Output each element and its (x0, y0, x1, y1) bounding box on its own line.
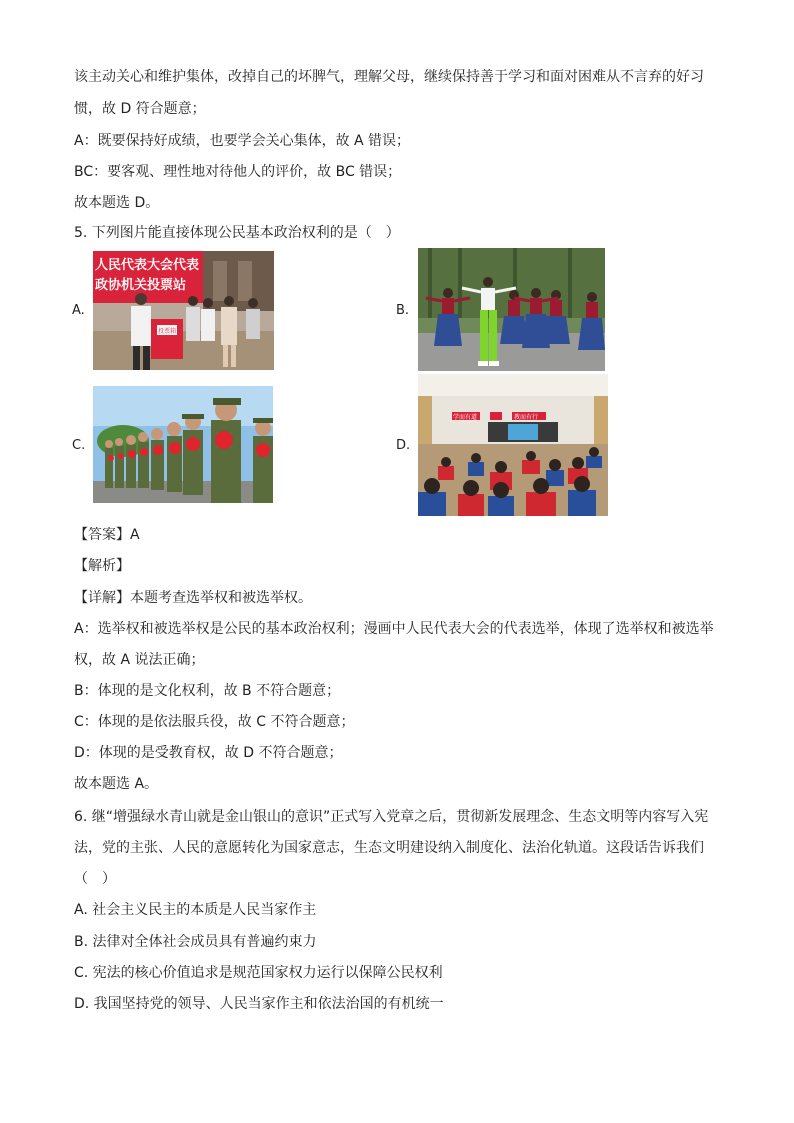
detail-line-a: A：选举权和被选举权是公民的基本政治权利；漫画中人民代表大会的代表选举，体现了选举权和被选举 (74, 621, 714, 637)
conclusion-line: 故本题选 A。 (74, 776, 159, 792)
question-6-option-b: B. 法律对全体社会成员具有普遍约束力 (74, 934, 317, 950)
svg-text:学而有道: 学而有道 (453, 414, 478, 421)
answer-line: 【答案】A (74, 527, 140, 543)
question-6-stem-1: 6. 继“增强绿水青山就是金山银山的意识”正式写入党章之后，贯彻新发展理念、生态文明等内容写入宪 (74, 809, 709, 825)
question-6-option-c: C. 宪法的核心价值追求是规范国家权力运行以保障公民权利 (74, 965, 443, 981)
question-6-option-d: D. 我国坚持党的领导、人民当家作主和依法治国的有机统一 (74, 996, 444, 1012)
text-line-1: 该主动关心和维护集体，改掉自己的坏脾气，理解父母，继续保持善于学习和面对困难从不言弃的好习 (74, 69, 704, 85)
detail-line-a-cont: 权，故 A 说法正确； (74, 652, 205, 668)
option-b-label: B. (396, 303, 410, 318)
svg-text:教而有行: 教而有行 (514, 414, 539, 421)
svg-text:政协机关投票站: 政协机关投票站 (95, 278, 187, 293)
question-6-stem-3: （ ） (74, 871, 116, 887)
detail-line-c: C：体现的是依法服兵役，故 C 不符合题意； (74, 714, 355, 730)
analysis-heading: 【解析】 (74, 558, 130, 574)
detail-line-d: D：体现的是受教育权，故 D 不符合题意； (74, 745, 343, 761)
question-6-stem-2: 法，党的主张、人民的意愿转化为国家意志，生态文明建设纳入制度化、法治化轨道。这段话告诉我们 (74, 840, 704, 856)
photo-classroom (418, 374, 608, 516)
detail-heading: 【详解】本题考查选举权和被选举权。 (74, 590, 312, 606)
text-line-3: A：既要保持好成绩，也要学会关心集体，故 A 错误； (74, 133, 411, 149)
photo-soldiers (93, 386, 273, 503)
option-c-label: C. (72, 438, 86, 453)
text-line-4: BC：要客观、理性地对待他人的评价，故 BC 错误； (74, 164, 402, 180)
text-line-2: 惯，故 D 符合题意； (74, 101, 206, 117)
option-d-label: D. (396, 438, 411, 453)
detail-line-b: B：体现的是文化权利，故 B 不符合题意； (74, 683, 341, 699)
question-6-option-a: A. 社会主义民主的本质是人民当家作主 (74, 902, 317, 918)
svg-text:人民代表大会代表: 人民代表大会代表 (95, 258, 200, 273)
svg-text:投票箱: 投票箱 (158, 328, 177, 335)
question-5-stem: 5. 下列图片能直接体现公民基本政治权利的是（ ） (74, 225, 400, 241)
photo-voting (93, 251, 274, 370)
photo-dancing (418, 248, 605, 371)
option-a-label: A. (72, 303, 85, 318)
text-line-5: 故本题选 D。 (74, 195, 160, 211)
